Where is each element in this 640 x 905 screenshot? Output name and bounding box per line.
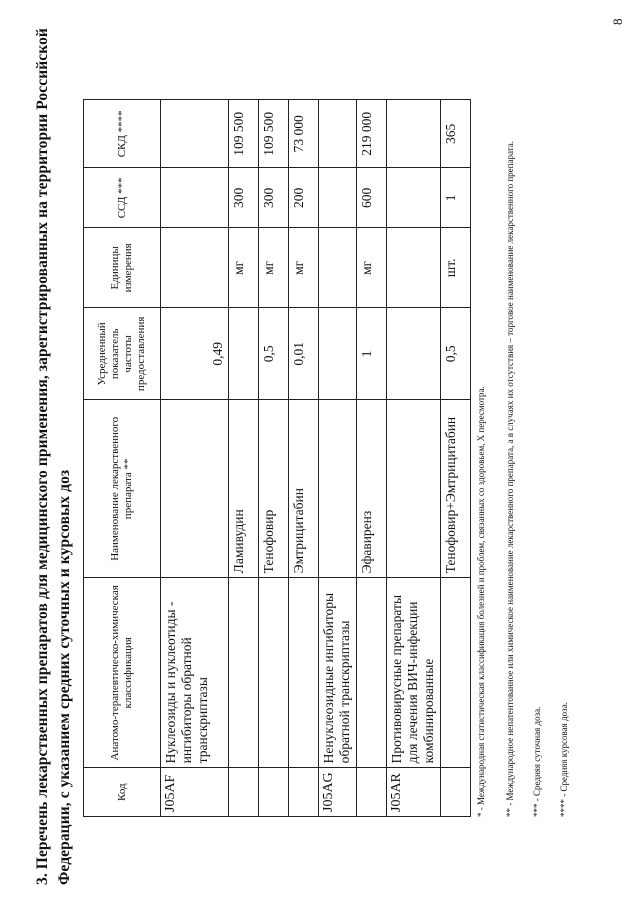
drug-table	[83, 99, 471, 817]
cell-unit	[319, 228, 357, 308]
cell-skd	[387, 100, 441, 168]
cell-drug: Эфавиренз	[357, 400, 387, 578]
cell-atc	[289, 578, 319, 768]
cell-ssd: 1	[441, 168, 471, 228]
header-atc: Анатомо-терапевтическо-химическая классификация	[84, 578, 161, 768]
cell-code	[259, 768, 289, 817]
page-number: 8	[610, 18, 625, 25]
cell-atc	[259, 578, 289, 768]
footnote-4: **** - Средняя курсовая доза.	[559, 702, 569, 817]
header-code: Код	[84, 768, 161, 817]
cell-unit: мг	[289, 228, 319, 308]
cell-code	[357, 768, 387, 817]
footnote-1: * - Международная статистическая классификация болезней и проблем, связанных со здоровьем, X пересмотра.	[476, 386, 486, 817]
cell-skd: 73 000	[289, 100, 319, 168]
cell-ssd	[161, 168, 229, 228]
cell-atc	[229, 578, 259, 768]
cell-freq: 0,49	[161, 308, 229, 400]
table-row	[387, 100, 441, 817]
cell-drug: Эмтрицитабин	[289, 400, 319, 578]
cell-unit: мг	[259, 228, 289, 308]
cell-skd: 109 500	[259, 100, 289, 168]
cell-skd	[161, 100, 229, 168]
cell-atc: Нуклеозиды и нуклеотиды - ингибиторы обратной транскриптазы	[161, 578, 229, 768]
cell-code: J05AF	[161, 768, 229, 817]
table-row	[259, 100, 289, 817]
cell-skd: 365	[441, 100, 471, 168]
table-row	[319, 100, 357, 817]
cell-ssd: 300	[229, 168, 259, 228]
cell-atc: Ненуклеозидные ингибиторы обратной транскриптазы	[319, 578, 357, 768]
cell-skd: 219 000	[357, 100, 387, 168]
cell-ssd	[319, 168, 357, 228]
cell-freq: 0,01	[289, 308, 319, 400]
table-row	[441, 100, 471, 817]
table-row	[229, 100, 259, 817]
cell-drug	[161, 400, 229, 578]
footnote-2: ** - Международное непатентованное или химическое наименование лекарственного препарата, а в случаях их отсутствия – торговое наименование лекарственного препарата.	[505, 141, 515, 817]
table-row	[289, 100, 319, 817]
cell-drug: Тенофовир	[259, 400, 289, 578]
section-heading: 3. Перечень лекарственных препаратов для медицинского применения, зарегистрированных на территории Российской Федерации, с указанием средних суточных и курсовых доз	[34, 28, 73, 885]
cell-drug	[319, 400, 357, 578]
header-skd: СКД ****	[84, 100, 161, 168]
table-row	[161, 100, 229, 817]
cell-unit	[161, 228, 229, 308]
cell-freq	[229, 308, 259, 400]
cell-unit: шт.	[441, 228, 471, 308]
cell-freq: 0,5	[441, 308, 471, 400]
cell-code	[441, 768, 471, 817]
cell-code: J05AR	[387, 768, 441, 817]
cell-atc	[357, 578, 387, 768]
header-ssd: ССД ***	[84, 168, 161, 228]
cell-ssd	[387, 168, 441, 228]
cell-code	[229, 768, 259, 817]
footnote-3: *** - Средняя суточная доза.	[532, 706, 542, 817]
header-drug: Наименование лекарственного препарата **	[84, 400, 161, 578]
header-freq: Усредненный показатель частоты предоставления	[84, 308, 161, 400]
cell-unit: мг	[357, 228, 387, 308]
cell-atc	[441, 578, 471, 768]
cell-skd: 109 500	[229, 100, 259, 168]
cell-ssd: 600	[357, 168, 387, 228]
footnotes	[475, 17, 585, 817]
cell-freq: 1	[357, 308, 387, 400]
cell-drug: Ламивудин	[229, 400, 259, 578]
cell-freq	[387, 308, 441, 400]
cell-unit	[387, 228, 441, 308]
cell-atc: Противовирусные препараты для лечения ВИЧ-инфекции комбинированные	[387, 578, 441, 768]
header-unit: Единицы измерения	[84, 228, 161, 308]
table-row	[357, 100, 387, 817]
cell-code	[289, 768, 319, 817]
table-header-row	[84, 100, 161, 817]
cell-unit: мг	[229, 228, 259, 308]
cell-drug	[387, 400, 441, 578]
cell-freq: 0,5	[259, 308, 289, 400]
cell-drug: Тенофовир+Эмтрицитабин	[441, 400, 471, 578]
cell-freq	[319, 308, 357, 400]
cell-skd	[319, 100, 357, 168]
cell-code: J05AG	[319, 768, 357, 817]
cell-ssd: 200	[289, 168, 319, 228]
cell-ssd: 300	[259, 168, 289, 228]
